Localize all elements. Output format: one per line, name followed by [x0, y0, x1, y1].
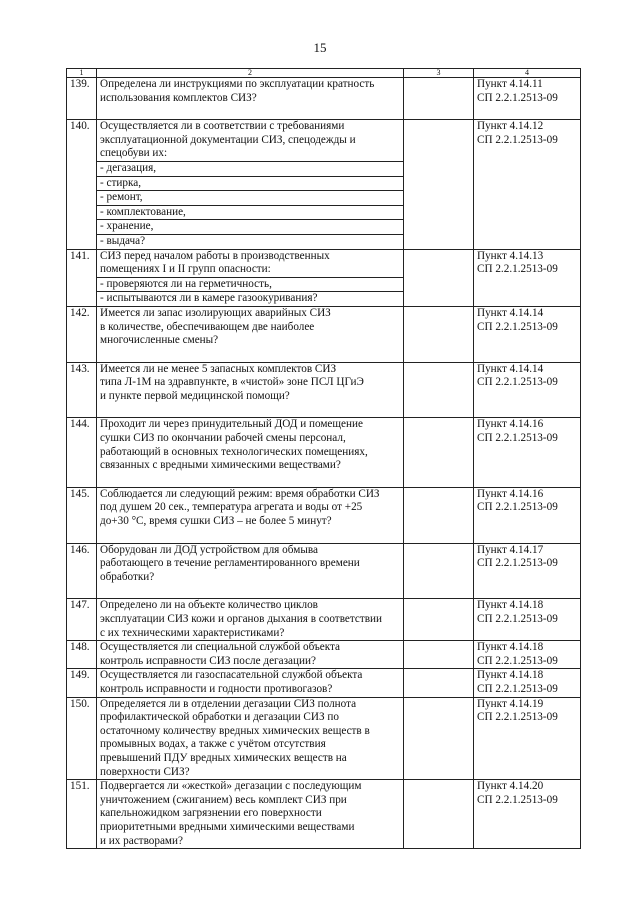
- question-line: эксплуатационной документации СИЗ, спецодежды и: [100, 133, 356, 146]
- reference-line: СП 2.2.1.2513-09: [477, 501, 558, 514]
- sub-item: - проверяются ли на герметичность,: [97, 277, 404, 292]
- table-row: [67, 78, 581, 120]
- question-line: эксплуатации СИЗ кожи и органов дыхания в соответствии: [100, 613, 383, 625]
- reference: [474, 120, 581, 249]
- answer-cell: [404, 78, 474, 120]
- reference: [474, 697, 581, 780]
- reference: [474, 780, 581, 849]
- reference-line: Пункт 4.14.20: [477, 780, 544, 793]
- reference-line: Пункт 4.14.18: [477, 669, 544, 682]
- question-line: сушки СИЗ по окончании рабочей смены персонал,: [100, 432, 346, 445]
- column-number-row: [67, 69, 581, 78]
- row-number: 144.: [67, 418, 97, 487]
- question-line: профилактической обработки и дегазации СИЗ по: [100, 711, 339, 724]
- reference-line: Пункт 4.14.18: [477, 641, 544, 654]
- table-row: [67, 120, 581, 162]
- reference-line: Пункт 4.14.16: [477, 418, 544, 431]
- table-row: [67, 487, 581, 543]
- question-text: [97, 306, 404, 362]
- reference: [474, 641, 581, 669]
- reference-line: Пункт 4.14.16: [477, 487, 544, 500]
- answer-cell: [404, 641, 474, 669]
- sub-item: - выдача?: [97, 234, 404, 249]
- reference: [474, 78, 581, 120]
- row-number: 149.: [67, 669, 97, 697]
- reference-line: СП 2.2.1.2513-09: [477, 432, 558, 445]
- question-line: Осуществляется ли газоспасательной службой объекта: [100, 669, 363, 682]
- question-text: [97, 120, 404, 162]
- table-row: [67, 697, 581, 780]
- reference-line: СП 2.2.1.2513-09: [477, 263, 558, 276]
- reference: [474, 362, 581, 418]
- row-number: 146.: [67, 543, 97, 599]
- column-number: 3: [404, 69, 474, 78]
- row-number: 151.: [67, 780, 97, 849]
- reference-line: Пункт 4.14.17: [477, 543, 544, 556]
- sub-item: - ремонт,: [97, 191, 404, 206]
- column-number: 2: [97, 69, 404, 78]
- reference: [474, 543, 581, 599]
- question-line: с их техническими характеристиками?: [100, 626, 285, 639]
- question-text: [97, 418, 404, 487]
- question-line: работающий в основных технологических помещениях,: [100, 445, 368, 458]
- reference: [474, 669, 581, 697]
- question-line: работающего в течение регламентированного времени: [100, 557, 360, 570]
- reference-line: СП 2.2.1.2513-09: [477, 133, 558, 146]
- reference-line: Пункт 4.14.13: [477, 249, 544, 262]
- reference-line: СП 2.2.1.2513-09: [477, 793, 558, 806]
- reference-line: Пункт 4.14.11: [477, 78, 543, 90]
- question-text: [97, 78, 404, 120]
- question-line: и их растворами?: [100, 834, 183, 847]
- table-row: [67, 543, 581, 599]
- reference-line: СП 2.2.1.2513-09: [477, 711, 558, 724]
- question-line: контроль исправности СИЗ после дегазации?: [100, 654, 316, 667]
- row-number: 141.: [67, 249, 97, 306]
- question-line: обработки?: [100, 570, 155, 583]
- answer-cell: [404, 120, 474, 249]
- table-row: [67, 249, 581, 277]
- question-line: типа Л-1М на здравпункте, в «чистой» зоне ПСЛ ЦГиЭ: [100, 376, 364, 389]
- question-line: Проходит ли через принудительный ДОД и помещение: [100, 418, 363, 431]
- question-line: помещениях I и II групп опасности:: [100, 263, 271, 276]
- question-line: промывных водах, а также с учётом отсутствия: [100, 738, 326, 751]
- question-line: Осуществляется ли специальной службой объекта: [100, 641, 341, 654]
- table-row: [67, 641, 581, 669]
- question-line: уничтожением (сжиганием) весь комплект СИЗ при: [100, 793, 347, 806]
- question-line: Оборудован ли ДОД устройством для обмыва: [100, 543, 318, 556]
- question-line: СИЗ перед началом работы в производственных: [100, 249, 330, 262]
- sub-item: - дегазация,: [97, 161, 404, 176]
- table-row: [67, 418, 581, 487]
- reference-line: СП 2.2.1.2513-09: [477, 682, 558, 695]
- reference-line: Пункт 4.14.12: [477, 120, 544, 133]
- answer-cell: [404, 306, 474, 362]
- question-line: до+30 °С, время сушки СИЗ – не более 5 минут?: [100, 515, 332, 528]
- column-number: 1: [67, 69, 97, 78]
- question-line: многочисленные смены?: [100, 334, 219, 347]
- table-row: [67, 780, 581, 849]
- answer-cell: [404, 543, 474, 599]
- row-number: 147.: [67, 599, 97, 641]
- question-line: и пункте первой медицинской помощи?: [100, 389, 290, 402]
- question-line: остаточному количеству вредных химических веществ в: [100, 724, 370, 737]
- answer-cell: [404, 487, 474, 543]
- reference: [474, 249, 581, 306]
- sub-item: - испытываются ли в камере газоокуривания?: [97, 292, 404, 307]
- question-line: Имеется ли запас изолирующих аварийных СИЗ: [100, 306, 331, 319]
- question-line: Осуществляется ли в соответствии с требованиями: [100, 120, 345, 133]
- reference: [474, 418, 581, 487]
- question-line: Определено ли на объекте количество циклов: [100, 599, 318, 612]
- answer-cell: [404, 362, 474, 418]
- question-line: Соблюдается ли следующий режим: время обработки СИЗ: [100, 487, 380, 500]
- reference: [474, 487, 581, 543]
- question-line: контроль исправности и годности противогазов?: [100, 682, 333, 695]
- answer-cell: [404, 418, 474, 487]
- row-number: 143.: [67, 362, 97, 418]
- answer-cell: [404, 669, 474, 697]
- answer-cell: [404, 249, 474, 306]
- row-number: 142.: [67, 306, 97, 362]
- reference-line: Пункт 4.14.19: [477, 697, 544, 710]
- reference-line: СП 2.2.1.2513-09: [477, 613, 558, 625]
- sub-item: - стирка,: [97, 176, 404, 191]
- page-number: 15: [313, 40, 327, 55]
- reference: [474, 599, 581, 641]
- reference-line: СП 2.2.1.2513-09: [477, 91, 558, 104]
- question-line: использования комплектов СИЗ?: [100, 91, 257, 104]
- question-line: капельножидком загрязнении его поверхности: [100, 807, 322, 820]
- reference-line: Пункт 4.14.14: [477, 362, 544, 375]
- checklist-table: [66, 68, 581, 849]
- question-line: спецобуви их:: [100, 147, 168, 160]
- question-line: Подвергается ли «жесткой» дегазации с последующим: [100, 780, 362, 793]
- question-line: приоритетными вредными химическими веществами: [100, 820, 355, 833]
- row-number: 140.: [67, 120, 97, 249]
- reference-line: СП 2.2.1.2513-09: [477, 557, 558, 570]
- row-number: 145.: [67, 487, 97, 543]
- column-number: 4: [474, 69, 581, 78]
- table-row: [67, 599, 581, 641]
- reference-line: СП 2.2.1.2513-09: [477, 654, 558, 667]
- sub-item: - комплектование,: [97, 205, 404, 220]
- question-line: под душем 20 сек., температура агрегата и воды от +25: [100, 501, 363, 514]
- table-row: [67, 306, 581, 362]
- question-text: [97, 599, 404, 641]
- question-text: [97, 543, 404, 599]
- reference-line: Пункт 4.14.18: [477, 599, 544, 612]
- question-text: [97, 641, 404, 669]
- reference: [474, 306, 581, 362]
- question-line: Имеется ли не менее 5 запасных комплектов СИЗ: [100, 362, 337, 375]
- reference-line: СП 2.2.1.2513-09: [477, 376, 558, 389]
- question-line: Определена ли инструкциями по эксплуатации кратность: [100, 78, 375, 90]
- reference-line: Пункт 4.14.14: [477, 306, 544, 319]
- question-text: [97, 249, 404, 277]
- reference-line: СП 2.2.1.2513-09: [477, 320, 558, 333]
- question-line: превышений ПДУ вредных химических веществ на: [100, 751, 347, 764]
- row-number: 139.: [67, 78, 97, 120]
- table-row: [67, 669, 581, 697]
- question-line: связанных с вредными химическими веществами?: [100, 459, 341, 472]
- question-text: [97, 669, 404, 697]
- row-number: 148.: [67, 641, 97, 669]
- question-line: поверхности СИЗ?: [100, 765, 190, 778]
- sub-item: - хранение,: [97, 220, 404, 235]
- question-text: [97, 780, 404, 849]
- question-text: [97, 362, 404, 418]
- row-number: 150.: [67, 697, 97, 780]
- answer-cell: [404, 599, 474, 641]
- answer-cell: [404, 697, 474, 780]
- question-line: в количестве, обеспечивающем две наиболее: [100, 320, 315, 333]
- question-line: Определяется ли в отделении дегазации СИЗ полнота: [100, 697, 357, 710]
- question-text: [97, 487, 404, 543]
- answer-cell: [404, 780, 474, 849]
- question-text: [97, 697, 404, 780]
- table-row: [67, 362, 581, 418]
